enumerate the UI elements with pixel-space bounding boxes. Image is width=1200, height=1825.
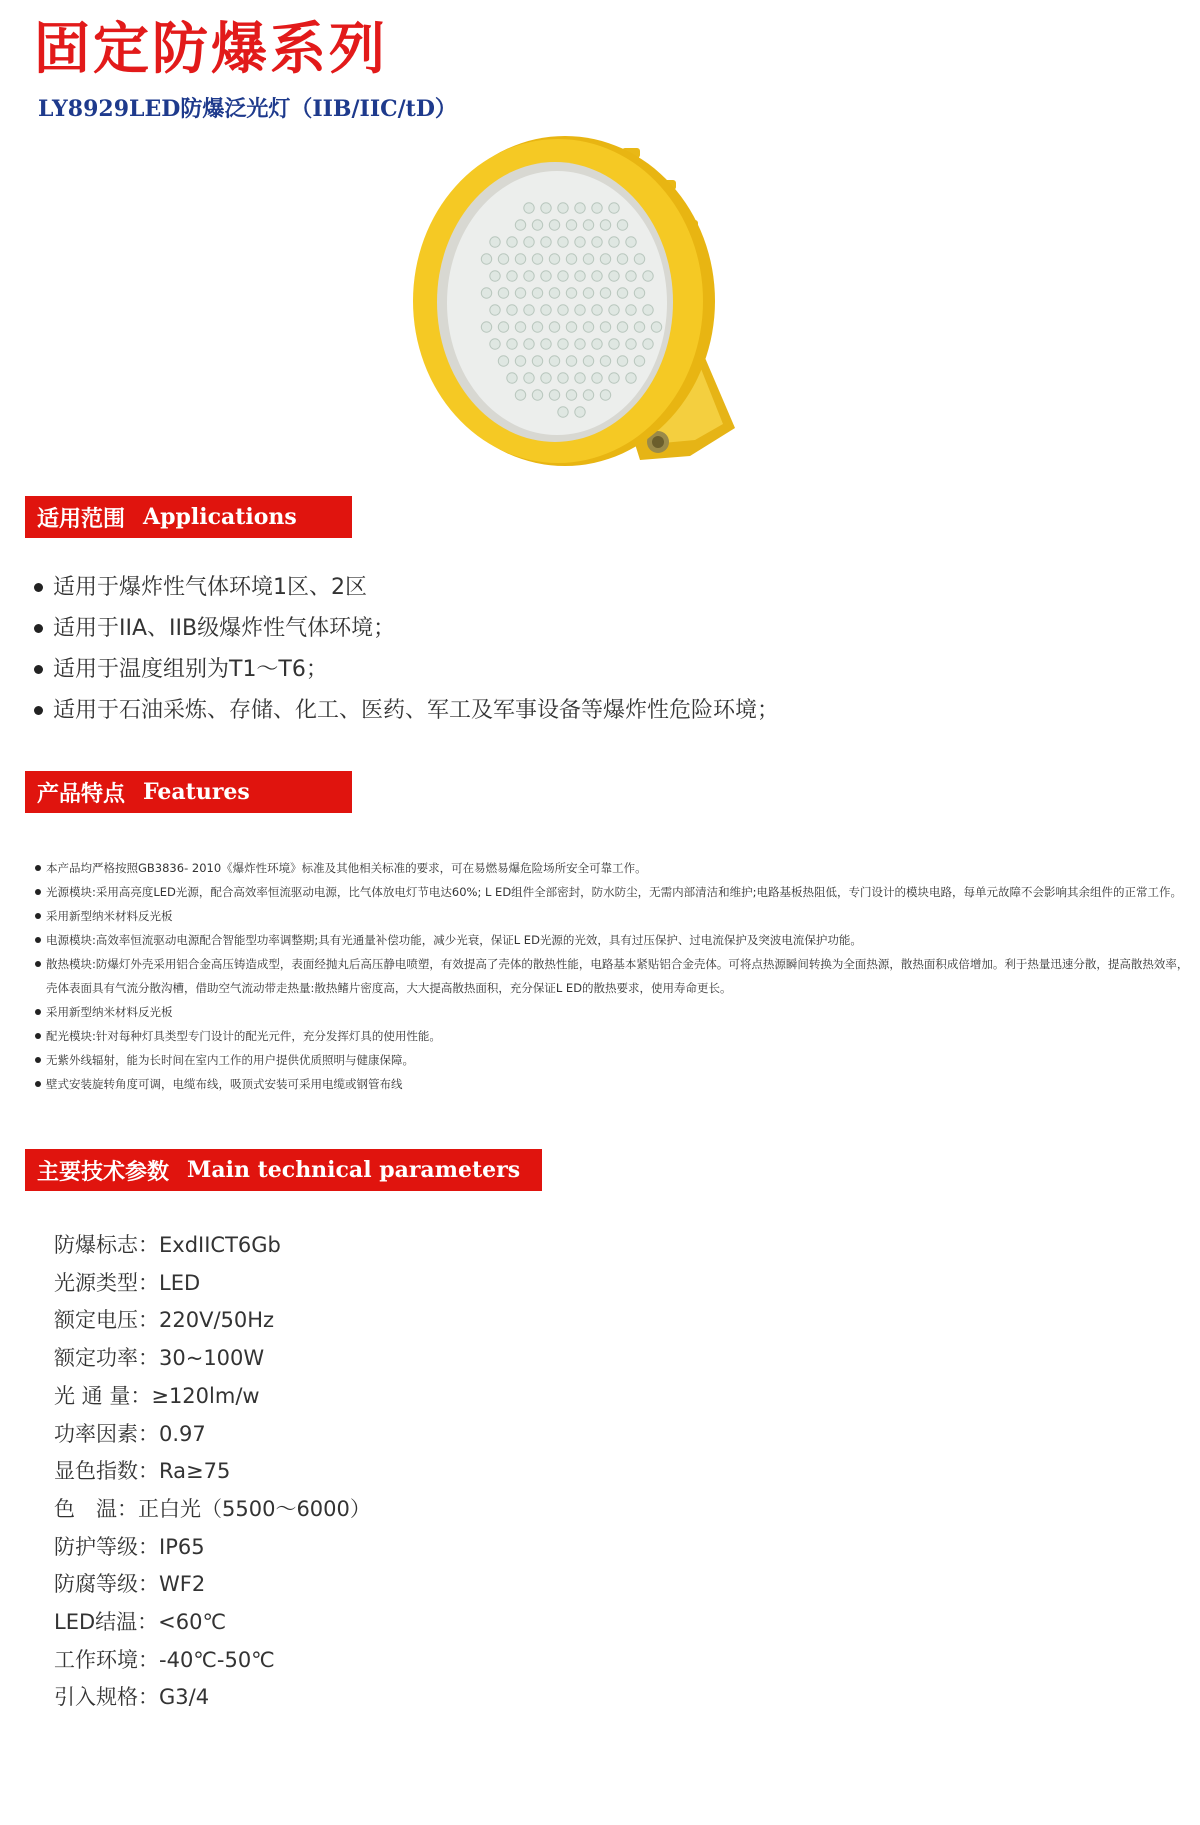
led-dot xyxy=(575,237,585,247)
led-dot xyxy=(626,339,636,349)
led-dot xyxy=(524,271,534,281)
led-dot xyxy=(515,356,525,366)
parameters-heading-en: Main technical parameters xyxy=(187,1157,521,1183)
led-dot xyxy=(541,305,551,315)
led-dot xyxy=(481,288,491,298)
led-dot xyxy=(524,237,534,247)
list-item: 电源模块:高效率恒流驱动电源配合智能型功率调整期;具有光通量补偿功能，减少光衰，保证L ED光源的光效，具有过压保护、过电流保护及突波电流保护功能。 xyxy=(34,928,1194,952)
led-dot xyxy=(532,288,542,298)
applications-banner xyxy=(25,496,352,538)
led-dot xyxy=(515,322,525,332)
led-dot xyxy=(524,203,534,213)
led-dot xyxy=(643,271,653,281)
parameters-list xyxy=(54,1227,371,1717)
parameters-heading-zh: 主要技术参数 xyxy=(37,1158,170,1185)
led-dot xyxy=(490,339,500,349)
list-item: 散热模块:防爆灯外壳采用铝合金高压铸造成型，表面经抛丸后高压静电喷塑，有效提高了壳体的散热性能，电路基本紧贴铝合金壳体。可将点热源瞬间转换为全面热源，散热面积成倍增加。利于热量迅速分散，提高散热效率，壳体表面具有气流分散沟槽，借助空气流动带走热量:散热鳍片密度高，大大提高散热面积，充分保证L ED的散热要求，使用寿命更长。 xyxy=(34,952,1194,1000)
features-list xyxy=(34,856,1194,1096)
model-subtitle: LY8929LED防爆泛光灯（IIB/IIC/tD） xyxy=(38,96,457,122)
led-dot xyxy=(498,322,508,332)
led-dot xyxy=(617,356,627,366)
led-dot xyxy=(498,288,508,298)
led-dot xyxy=(549,322,559,332)
applications-heading-en: Applications xyxy=(143,504,297,530)
features-heading-zh: 产品特点 xyxy=(37,780,126,807)
param-row: LED结温：<60℃ xyxy=(54,1610,227,1635)
led-dot xyxy=(566,322,576,332)
led-dot xyxy=(592,339,602,349)
led-dot xyxy=(575,373,585,383)
led-dot xyxy=(583,220,593,230)
led-dot xyxy=(558,271,568,281)
led-dot xyxy=(507,373,517,383)
list-item: 光源模块:采用高亮度LED光源，配合高效率恒流驱动电源，比气体放电灯节电达60%; L ED组件全部密封，防水防尘，无需内部清洁和维护;电路基板热阻低，专门设计的模块电路，每单元故障不会影响其余组件的正常工作。 xyxy=(34,880,1194,904)
list-item: 采用新型纳米材料反光板 xyxy=(34,1000,1194,1024)
led-dot xyxy=(575,339,585,349)
led-dot xyxy=(583,322,593,332)
led-dot xyxy=(566,220,576,230)
led-dot xyxy=(532,390,542,400)
features-banner xyxy=(25,771,352,813)
led-dot xyxy=(617,288,627,298)
param-row: 引入规格：G3/4 xyxy=(54,1685,210,1710)
led-dot xyxy=(498,356,508,366)
param-row: 色 温：正白光（5500～6000） xyxy=(54,1496,371,1521)
led-dot xyxy=(609,203,619,213)
led-dot xyxy=(600,356,610,366)
led-dot xyxy=(609,305,619,315)
led-dot xyxy=(600,322,610,332)
floodlight-product-image xyxy=(390,128,830,558)
led-dot xyxy=(515,288,525,298)
led-dot xyxy=(651,322,661,332)
led-dot xyxy=(515,390,525,400)
led-dot xyxy=(575,203,585,213)
led-dot xyxy=(592,237,602,247)
led-dot xyxy=(583,390,593,400)
led-dot xyxy=(617,254,627,264)
led-dot xyxy=(541,339,551,349)
led-dot xyxy=(549,288,559,298)
led-dot xyxy=(600,288,610,298)
led-dot xyxy=(507,237,517,247)
led-dot xyxy=(626,237,636,247)
led-dot xyxy=(575,407,585,417)
led-dot xyxy=(515,254,525,264)
led-dot xyxy=(609,237,619,247)
led-dot xyxy=(524,339,534,349)
list-item: 壁式安装旋转角度可调，电缆布线，吸顶式安装可采用电缆或钢管布线 xyxy=(34,1072,1194,1096)
led-dot xyxy=(634,288,644,298)
led-dot xyxy=(541,271,551,281)
list-item: 本产品均严格按照GB3836- 2010《爆炸性环境》标准及其他相关标准的要求，可在易燃易爆危险场所安全可靠工作。 xyxy=(34,856,1194,880)
param-row: 光源类型：LED xyxy=(54,1270,201,1295)
led-dot xyxy=(507,305,517,315)
led-dot xyxy=(583,356,593,366)
led-dot xyxy=(643,305,653,315)
led-dot xyxy=(558,305,568,315)
led-dot xyxy=(626,305,636,315)
led-dot xyxy=(532,356,542,366)
led-dot xyxy=(566,390,576,400)
led-dot xyxy=(626,373,636,383)
parameters-banner xyxy=(25,1149,542,1191)
led-dot xyxy=(541,373,551,383)
param-row: 防护等级：IP65 xyxy=(54,1534,205,1559)
param-row: 额定功率：30~100W xyxy=(54,1346,265,1371)
list-item: 无紫外线辐射，能为长时间在室内工作的用户提供优质照明与健康保障。 xyxy=(34,1048,1194,1072)
led-dot xyxy=(592,373,602,383)
led-dot xyxy=(558,407,568,417)
led-dot xyxy=(609,339,619,349)
led-dot xyxy=(481,254,491,264)
param-row: 额定电压：220V/50Hz xyxy=(54,1308,275,1333)
led-dot xyxy=(558,237,568,247)
led-dot xyxy=(524,305,534,315)
led-dot xyxy=(566,288,576,298)
list-item: 适用于爆炸性气体环境1区、2区 xyxy=(34,567,779,608)
list-item: 适用于石油采炼、存储、化工、医药、军工及军事设备等爆炸性危险环境； xyxy=(34,690,779,731)
led-dot xyxy=(617,322,627,332)
led-dot xyxy=(532,322,542,332)
led-dot xyxy=(575,305,585,315)
led-dot xyxy=(524,373,534,383)
led-dot xyxy=(592,203,602,213)
led-dot xyxy=(583,288,593,298)
led-dot xyxy=(507,271,517,281)
led-dot xyxy=(558,373,568,383)
led-dot xyxy=(558,339,568,349)
applications-list xyxy=(34,567,779,731)
led-dot xyxy=(541,203,551,213)
list-item: 适用于IIA、IIB级爆炸性气体环境； xyxy=(34,608,779,649)
param-row: 功率因素：0.97 xyxy=(54,1421,206,1446)
led-dot xyxy=(549,220,559,230)
led-dot xyxy=(643,339,653,349)
led-dot xyxy=(600,254,610,264)
led-dot xyxy=(600,390,610,400)
param-row: 防腐等级：WF2 xyxy=(54,1572,206,1597)
page-title: 固定防爆系列 xyxy=(34,17,388,82)
list-item: 采用新型纳米材料反光板 xyxy=(34,904,1194,928)
led-dot xyxy=(541,237,551,247)
led-dot xyxy=(549,356,559,366)
led-dot xyxy=(490,305,500,315)
led-dot xyxy=(498,254,508,264)
applications-heading-zh: 适用范围 xyxy=(37,505,126,532)
led-dot xyxy=(592,305,602,315)
param-row: 显色指数：Ra≥75 xyxy=(54,1459,231,1484)
features-heading-en: Features xyxy=(143,779,250,805)
led-dot xyxy=(532,220,542,230)
led-dot xyxy=(490,271,500,281)
led-dot xyxy=(609,271,619,281)
led-dot xyxy=(566,356,576,366)
led-dot xyxy=(626,271,636,281)
list-item: 适用于温度组别为T1～T6； xyxy=(34,649,779,690)
led-dot xyxy=(617,220,627,230)
param-row: 工作环境：-40℃-50℃ xyxy=(54,1647,275,1672)
param-row: 光 通 量：≥120lm/w xyxy=(54,1383,260,1408)
led-dot xyxy=(575,271,585,281)
led-dot xyxy=(634,356,644,366)
led-dot xyxy=(549,390,559,400)
led-dot xyxy=(549,254,559,264)
led-dot xyxy=(507,339,517,349)
list-item: 配光模块:针对每种灯具类型专门设计的配光元件，充分发挥灯具的使用性能。 xyxy=(34,1024,1194,1048)
led-dot xyxy=(634,322,644,332)
led-dot xyxy=(532,254,542,264)
led-dot xyxy=(566,254,576,264)
led-dot xyxy=(583,254,593,264)
param-row: 防爆标志：ExdIICT6Gb xyxy=(54,1233,281,1257)
led-dot xyxy=(481,322,491,332)
led-dot xyxy=(634,254,644,264)
led-dot xyxy=(490,237,500,247)
led-dot xyxy=(600,220,610,230)
led-dot xyxy=(558,203,568,213)
led-dot xyxy=(609,373,619,383)
led-dot xyxy=(592,271,602,281)
led-dot xyxy=(515,220,525,230)
